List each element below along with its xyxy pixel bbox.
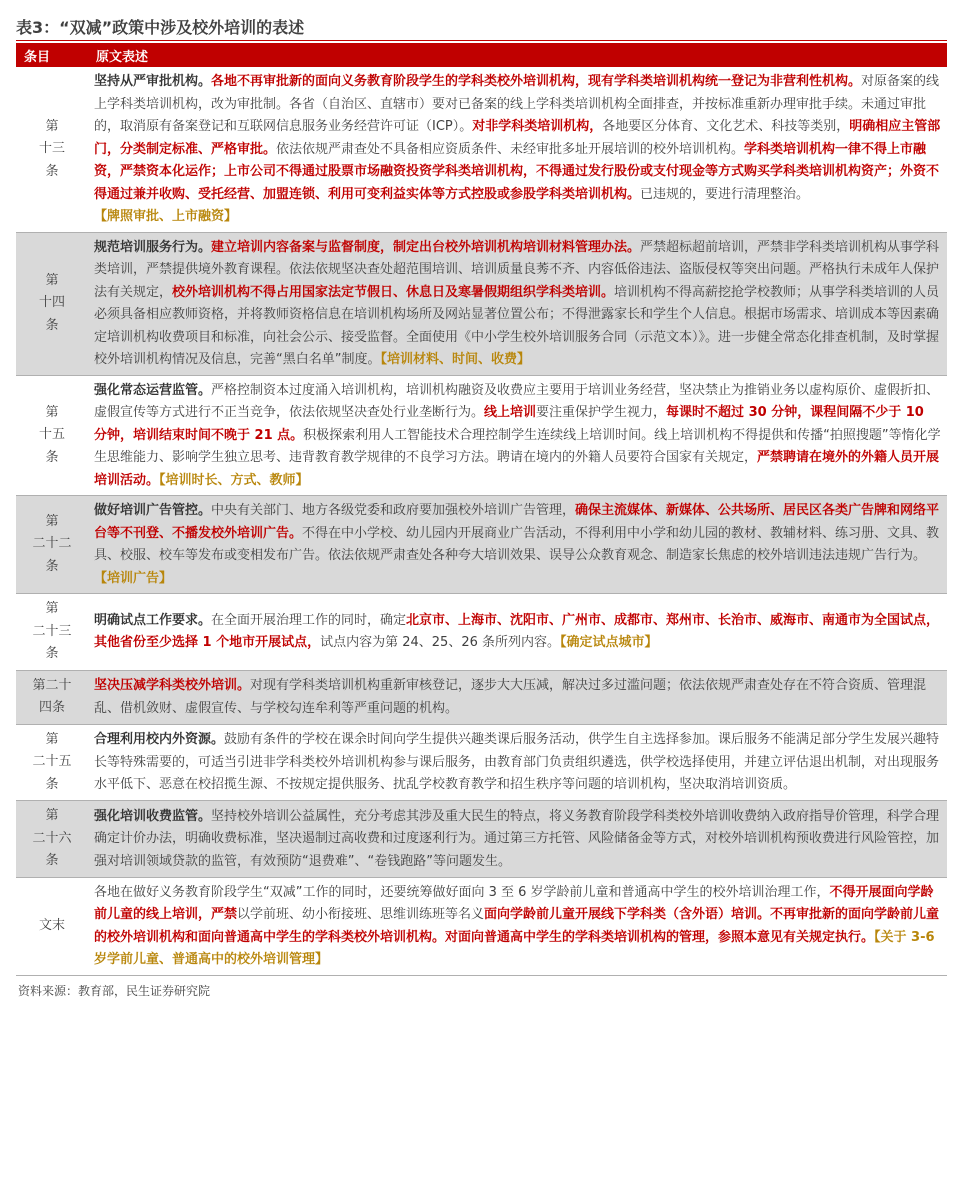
body-text: 依法依规严肃查处不具备相应资质条件、未经审批多址开展培训的校外培训机构。 bbox=[276, 141, 745, 157]
highlight-text: 北京市、上海市、沈阳市、广州市、成都市、郑州市、长治市、威海市、南通市为全国试点，其他省份至少选择 1 个地市开展试点， bbox=[94, 612, 940, 651]
highlight-text: 校外培训机构不得占用国家法定节假日、休息日及寒暑假期组织学科类培训。 bbox=[172, 284, 615, 300]
table-row bbox=[16, 496, 947, 594]
body-text: 各地要区分体育、文化艺术、科技等类别， bbox=[602, 119, 850, 134]
keyword-tag: 【培训时长、方式、教师】 bbox=[159, 472, 309, 488]
body-text: 严禁超标超前培训，严禁非学科类培训机构从事学科类培训，严禁提供境外教育课程。依法依规坚决查处超范围培训、培训质量良莠不齐、内容低俗违法、盗版侵权等突出问题。严格执行未成年人保护法有关规定， bbox=[94, 239, 940, 300]
article-label: 文末 bbox=[38, 917, 65, 933]
article-label: 第二十 四条 bbox=[16, 670, 88, 724]
table-row bbox=[16, 375, 947, 496]
keyword-tag: 【确定试点城市】 bbox=[560, 635, 658, 651]
table-row bbox=[16, 232, 947, 375]
highlight-text: 面向学龄前儿童开展线下学科类（含外语）培训。不再审批新的面向学龄前儿童的校外培训机构和面向普通高中学生的学科类校外培训机构。对面向普通高中学生的学科类培训机构的管理，参照本意见有关规定执行。 bbox=[94, 907, 940, 945]
article-label: 第 二十二 条 bbox=[16, 496, 88, 594]
table-row bbox=[16, 877, 947, 975]
table-body bbox=[16, 67, 947, 975]
table-row bbox=[16, 801, 947, 878]
article-label: 第 十三 条 bbox=[38, 118, 65, 179]
body-text: 试点内容为第 24、25、26 条所列内容。 bbox=[320, 635, 561, 651]
table-title: 表3：“双减”政策中涉及校外培训的表述 bbox=[16, 16, 947, 41]
article-heading: 坚持从严审批机构。 bbox=[94, 74, 212, 89]
article-heading: 强化常态运营监管。 bbox=[94, 382, 212, 398]
highlight-text: 确保主流媒体、新媒体、公共场所、居民区各类广告牌和网络平台等不刊登、不播发校外培训广告。 bbox=[94, 503, 940, 541]
article-text bbox=[88, 877, 947, 975]
article-heading: 规范培训服务行为。 bbox=[94, 239, 212, 255]
body-text: 积极探索利用人工智能技术合理控制学生连续线上培训时间。线上培训机构不得提供和传播“拍照搜题”等惰化学生思维能力、影响学生独立思考、违背教育教学规律的不良学习方法。聘请在境内的外籍人员要符合国家有关规定， bbox=[94, 427, 941, 465]
highlight-text: 坚决压减学科类校外培训。 bbox=[94, 678, 251, 693]
highlight-text: 明确相应主管部门，分类制定标准、严格审批。 bbox=[94, 119, 941, 157]
body-text: 对现有学科类培训机构重新审核登记，逐步大大压减，解决过多过滥问题；依法依规严肃查处存在不符合资质、管理混乱、借机敛财、虚假宣传、与学校勾连牟利等严重问题的机构。 bbox=[94, 678, 927, 716]
article-heading: 合理利用校内外资源。 bbox=[94, 732, 225, 747]
body-text: 坚持校外培训公益属性，充分考虑其涉及重大民生的特点，将义务教育阶段学科类校外培训收费纳入政府指导价管理，科学合理确定计价办法，明确收费标准，坚决遏制过高收费和过度逐利行为。通过第三方托管、风险储备金等方式，对校外培训机构预收费进行风险管控，加强对培训领域贷款的监管，有效预防“退费难”、“卷钱跑路”等问题发生。 bbox=[94, 808, 940, 869]
article-text bbox=[88, 496, 947, 594]
body-text: 已违规的，要进行清理整治。 bbox=[640, 186, 810, 202]
table-header-row bbox=[16, 43, 947, 67]
highlight-text: 线上培训 bbox=[484, 405, 537, 420]
table-row bbox=[16, 594, 947, 671]
article-text bbox=[88, 594, 947, 671]
keyword-tag: 【关于 3-6 岁学前儿童、普通高中的校外培训管理】 bbox=[94, 929, 935, 967]
table-row bbox=[16, 67, 947, 232]
header-item: 条目 bbox=[16, 43, 88, 67]
header-text: 原文表述 bbox=[88, 43, 947, 67]
table-row bbox=[16, 724, 947, 801]
article-label: 第 二十五 条 bbox=[32, 731, 72, 792]
article-heading: 做好培训广告管控。 bbox=[94, 503, 212, 518]
highlight-text: 每课时不超过 30 分钟，课程间隔不少于 10 分钟，培训结束时间不晚于 21 点。 bbox=[94, 405, 924, 443]
body-text: 培训机构不得高薪挖抢学校教师；从事学科类培训的人员必须具备相应教师资格，并将教师资格信息在培训机构场所及网站显著位置公布；不得泄露家长和学生个人信息。根据市场需求、培训成本等因素确定培训机构收费项目和标准，向社会公示、接受监督。全面使用《中小学生校外培训服务合同（示范文本）》。进一步健全常态化排查机制，及时掌握校外培训机构情况及信息，完善“黑白名单”制度。 bbox=[94, 284, 940, 367]
article-text bbox=[88, 724, 947, 801]
article-label: 第 十四 条 bbox=[16, 232, 88, 375]
body-text: 以学前班、幼小衔接班、思维训练班等名义 bbox=[237, 907, 485, 922]
article-label: 第 二十三 条 bbox=[32, 601, 72, 661]
body-text: 各地在做好义务教育阶段学生“双减”工作的同时，还要统筹做好面向 3 至 6 岁学龄前儿童和普通高中学生的校外培训治理工作， bbox=[94, 884, 830, 900]
highlight-text: 严禁聘请在境外的外籍人员开展培训活动。 bbox=[94, 450, 940, 488]
highlight-text: 不得开展面向学龄前儿童的线上培训，严禁 bbox=[94, 884, 934, 922]
article-text bbox=[88, 670, 947, 724]
article-text bbox=[88, 67, 947, 232]
body-text: 对原备案的线上学科类培训机构，改为审批制。各省（自治区、直辖市）要对已备案的线上学科类培训机构全面排查，并按标准重新办理审批手续。未通过审批的，取消原有备案登记和互联网信息服务业务经营许可证（ICP）。 bbox=[94, 74, 940, 134]
table-row bbox=[16, 670, 947, 724]
article-heading: 明确试点工作要求。 bbox=[94, 612, 212, 628]
article-label: 第 十五 条 bbox=[38, 404, 65, 465]
source-note: 资料来源：教育部，民生证券研究院 bbox=[18, 983, 211, 998]
body-text: 严格控制资本过度涌入培训机构，培训机构融资及收费应主要用于培训业务经营，坚决禁止为推销业务以虚构原价、虚假折扣、虚假宣传等方式进行不正当竞争，依法依规坚决查处行业垄断行为。 bbox=[94, 382, 940, 420]
article-text bbox=[88, 232, 947, 375]
body-text: 中央有关部门、地方各级党委和政府要加强校外培训广告管理， bbox=[211, 503, 576, 518]
highlight-text: 各地不再审批新的面向义务教育阶段学生的学科类校外培训机构，现有学科类培训机构统一登记为非营利性机构。 bbox=[211, 74, 862, 89]
body-text: 要注重保护学生视力， bbox=[536, 405, 667, 420]
body-text: 鼓励有条件的学校在课余时间向学生提供兴趣类课后服务活动，供学生自主选择参加。课后服务不能满足部分学生发展兴趣特长等特殊需要的，可适当引进非学科类校外培训机构参与课后服务，由教育部门负责组织遴选，供学校选择使用，并建立评估退出机制，对出现服务水平低下、恶意在校招揽生源、不按规定提供服务、扰乱学校教育教学和招生秩序等问题的培训机构，坚决取消培训资质。 bbox=[94, 732, 940, 792]
highlight-text: 对非学科类培训机构， bbox=[472, 119, 603, 134]
article-text bbox=[88, 375, 947, 496]
keyword-tag: 【牌照审批、上市融资】 bbox=[94, 209, 238, 224]
highlight-text: 学科类培训机构一律不得上市融资，严禁资本化运作；上市公司不得通过股票市场融资投资学科类培训机构，不得通过发行股份或支付现金等方式购买学科类培训机构资产；外资不得通过兼并收购、受托经营、加盟连锁、利用可变利益实体等方式控股或参股学科类培训机构。 bbox=[94, 141, 940, 202]
article-label: 第 二十六 条 bbox=[16, 801, 88, 878]
keyword-tag: 【培训材料、时间、收费】 bbox=[380, 352, 530, 367]
keyword-tag: 【培训广告】 bbox=[94, 570, 173, 586]
body-text: 在全面开展治理工作的同时，确定 bbox=[211, 612, 407, 628]
body-text: 不得在中小学校、幼儿园内开展商业广告活动，不得利用中小学和幼儿园的教材、教辅材料、练习册、文具、教具、校服、校车等发布或变相发布广告。依法依规严肃查处各种夸大培训效果、误导公众教育观念、制造家长焦虑的校外培训违法违规广告行为。 bbox=[94, 525, 940, 563]
policy-table bbox=[16, 43, 947, 976]
highlight-text: 建立培训内容备案与监督制度，制定出台校外培训机构培训材料管理办法。 bbox=[211, 239, 641, 255]
article-heading: 强化培训收费监管。 bbox=[94, 808, 212, 824]
article-text bbox=[88, 801, 947, 878]
